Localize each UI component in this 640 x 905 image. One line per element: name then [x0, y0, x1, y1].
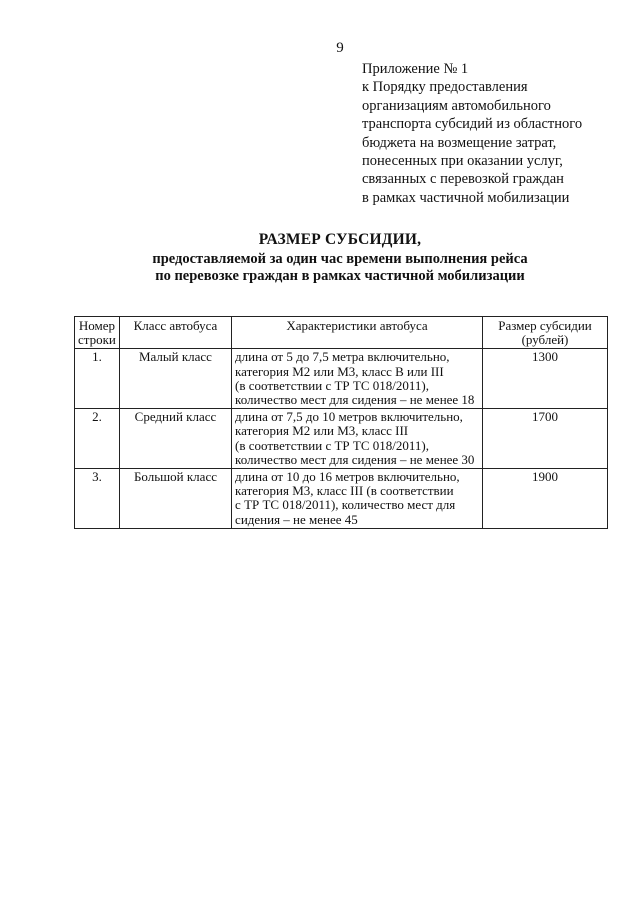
appendix-line: понесенных при оказании услуг, [362, 153, 563, 170]
appendix-line: бюджета на возмещение затрат, [362, 134, 557, 151]
appendix-header [362, 60, 622, 207]
row-bus-class: Средний класс [119, 409, 231, 469]
row-number: 2. [75, 409, 120, 469]
characteristics-line: сидения – не менее 45 [235, 511, 358, 527]
characteristics-line: категория М2 или М3, класс III [235, 423, 409, 439]
table-header-row [75, 317, 608, 349]
document-subtitle [0, 251, 640, 285]
appendix-line: связанных с перевозкой граждан [362, 171, 564, 188]
characteristics-line: с ТР ТС 018/2011), количество мест для [235, 497, 456, 513]
appendix-line: к Порядку предоставления [362, 79, 528, 96]
appendix-line: Приложение № 1 [362, 61, 469, 77]
row-characteristics [232, 349, 483, 409]
appendix-line: организациям автомобильного [362, 97, 551, 114]
row-subsidy-size: 1900 [482, 469, 607, 529]
header-row-number-line1: Номер [78, 318, 116, 333]
header-subsidy-size [482, 317, 607, 349]
header-row-number-line2: строки [78, 332, 116, 348]
characteristics-line: (в соответствии с ТР ТС 018/2011), [235, 377, 429, 393]
header-characteristics: Характеристики автобуса [232, 317, 483, 349]
characteristics-line: длина от 5 до 7,5 метра включительно, [235, 349, 450, 365]
header-subsidy-size-line2: (рублей) [521, 332, 569, 348]
header-bus-class: Класс автобуса [119, 317, 231, 349]
table-row [75, 469, 608, 529]
subtitle-line: по перевозке граждан в рамках частичной мобилизации [155, 268, 525, 284]
characteristics-line: категория М2 или М3, класс В или III [235, 363, 444, 379]
appendix-line: в рамках частичной мобилизации [362, 189, 570, 206]
header-subsidy-size-line1: Размер субсидии [498, 318, 592, 333]
table-row [75, 409, 608, 469]
row-subsidy-size: 1700 [482, 409, 607, 469]
document-title: РАЗМЕР СУБСИДИИ, [258, 231, 422, 248]
row-number: 3. [75, 469, 120, 529]
row-characteristics [232, 469, 483, 529]
header-row-number [75, 317, 120, 349]
characteristics-line: длина от 7,5 до 10 метров включительно, [235, 409, 463, 425]
characteristics-line: количество мест для сидения – не менее 30 [235, 451, 475, 467]
page-number: 9 [336, 40, 344, 56]
row-bus-class: Большой класс [119, 469, 231, 529]
characteristics-line: длина от 10 до 16 метров включительно, [235, 469, 460, 485]
characteristics-line: количество мест для сидения – не менее 18 [235, 392, 475, 408]
characteristics-line: (в соответствии с ТР ТС 018/2011), [235, 437, 429, 453]
row-bus-class: Малый класс [119, 349, 231, 409]
row-characteristics [232, 409, 483, 469]
subsidy-table [74, 316, 608, 529]
table-row [75, 349, 608, 409]
subtitle-line: предоставляемой за один час времени выполнения рейса [152, 251, 528, 267]
appendix-line: транспорта субсидий из областного [362, 116, 583, 133]
characteristics-line: категория М3, класс III (в соответствии [235, 483, 454, 499]
row-subsidy-size: 1300 [482, 349, 607, 409]
row-number: 1. [75, 349, 120, 409]
